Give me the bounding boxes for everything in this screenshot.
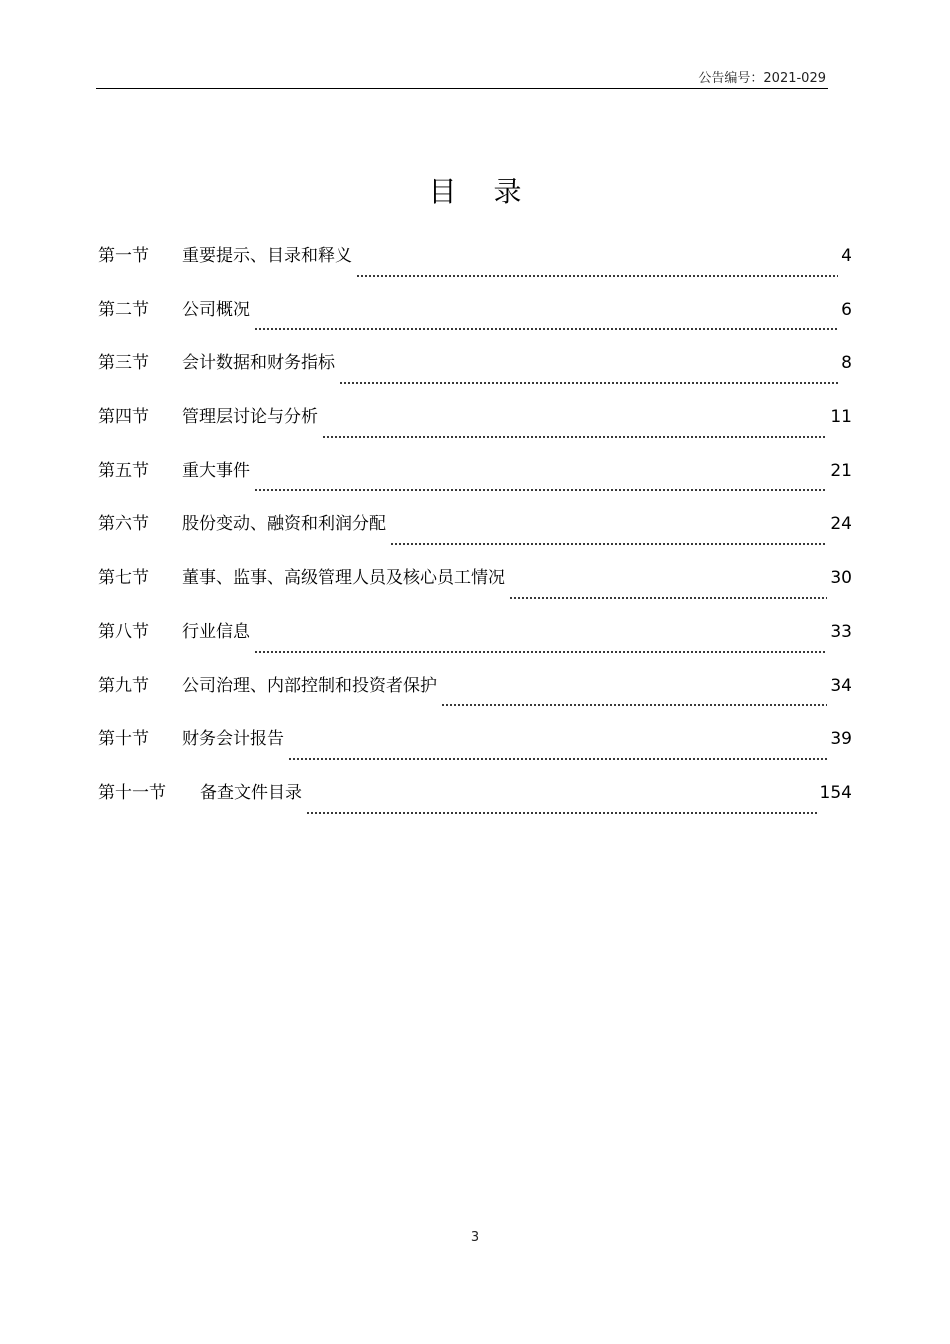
toc-leader-dots	[441, 701, 827, 707]
page-number: 3	[470, 1230, 480, 1245]
toc-section-label: 第十一节	[98, 782, 166, 803]
toc-entry[interactable]	[98, 240, 852, 294]
toc-entry[interactable]	[98, 508, 852, 562]
toc-entry[interactable]	[98, 777, 852, 831]
toc-page-number: 39	[830, 729, 852, 750]
toc-leader-dots	[254, 486, 827, 492]
toc-section-title: 备查文件目录	[200, 782, 302, 803]
toc-leader-dots	[254, 325, 838, 331]
toc-leader-dots	[356, 272, 838, 278]
toc-section-title: 行业信息	[182, 621, 250, 642]
toc-page-number: 33	[830, 621, 852, 642]
toc-entry[interactable]	[98, 347, 852, 401]
toc-section-label: 第七节	[98, 568, 149, 589]
toc-entry[interactable]	[98, 670, 852, 724]
toc-section-label: 第五节	[98, 460, 149, 481]
toc-page-number: 6	[841, 299, 852, 320]
toc-entry[interactable]	[98, 616, 852, 670]
toc-leader-dots	[322, 433, 827, 439]
toc-page-number: 34	[830, 675, 852, 696]
toc-entry[interactable]	[98, 401, 852, 455]
toc-section-label: 第十节	[98, 729, 149, 750]
toc-entry[interactable]	[98, 294, 852, 348]
toc-leader-dots	[254, 648, 827, 654]
toc-section-title: 重大事件	[182, 460, 250, 481]
toc-page-number: 8	[841, 353, 852, 374]
toc-entry[interactable]	[98, 455, 852, 509]
toc-page-number: 11	[830, 407, 852, 428]
toc-section-label: 第四节	[98, 407, 149, 428]
header-divider	[96, 88, 828, 89]
toc-section-label: 第一节	[98, 246, 149, 266]
toc-page-number: 21	[830, 460, 852, 481]
toc-section-label: 第三节	[98, 353, 149, 374]
toc-title: 目 录	[428, 175, 536, 208]
toc-section-title: 管理层讨论与分析	[182, 407, 318, 428]
toc-page-number: 24	[830, 514, 852, 535]
toc-section-title: 重要提示、目录和释义	[182, 246, 352, 266]
table-of-contents	[98, 240, 852, 831]
toc-section-title: 董事、监事、高级管理人员及核心员工情况	[182, 568, 505, 589]
toc-page-number: 4	[841, 246, 852, 266]
toc-leader-dots	[288, 755, 827, 761]
toc-section-label: 第二节	[98, 299, 149, 320]
toc-section-title: 公司概况	[182, 299, 250, 320]
toc-entry[interactable]	[98, 562, 852, 616]
toc-section-label: 第九节	[98, 675, 149, 696]
toc-section-title: 股份变动、融资和利润分配	[182, 514, 386, 535]
toc-section-label: 第六节	[98, 514, 149, 535]
toc-page-number: 30	[830, 568, 852, 589]
toc-section-title: 公司治理、内部控制和投资者保护	[182, 675, 437, 696]
toc-section-title: 财务会计报告	[182, 729, 284, 750]
toc-leader-dots	[509, 594, 827, 600]
toc-section-label: 第八节	[98, 621, 149, 642]
announcement-code: 公告编号：2021-029	[698, 71, 826, 86]
toc-section-title: 会计数据和财务指标	[182, 353, 335, 374]
toc-leader-dots	[339, 379, 838, 385]
toc-leader-dots	[390, 540, 827, 546]
toc-entry[interactable]	[98, 723, 852, 777]
toc-leader-dots	[306, 809, 817, 815]
toc-page-number: 154	[819, 782, 852, 803]
